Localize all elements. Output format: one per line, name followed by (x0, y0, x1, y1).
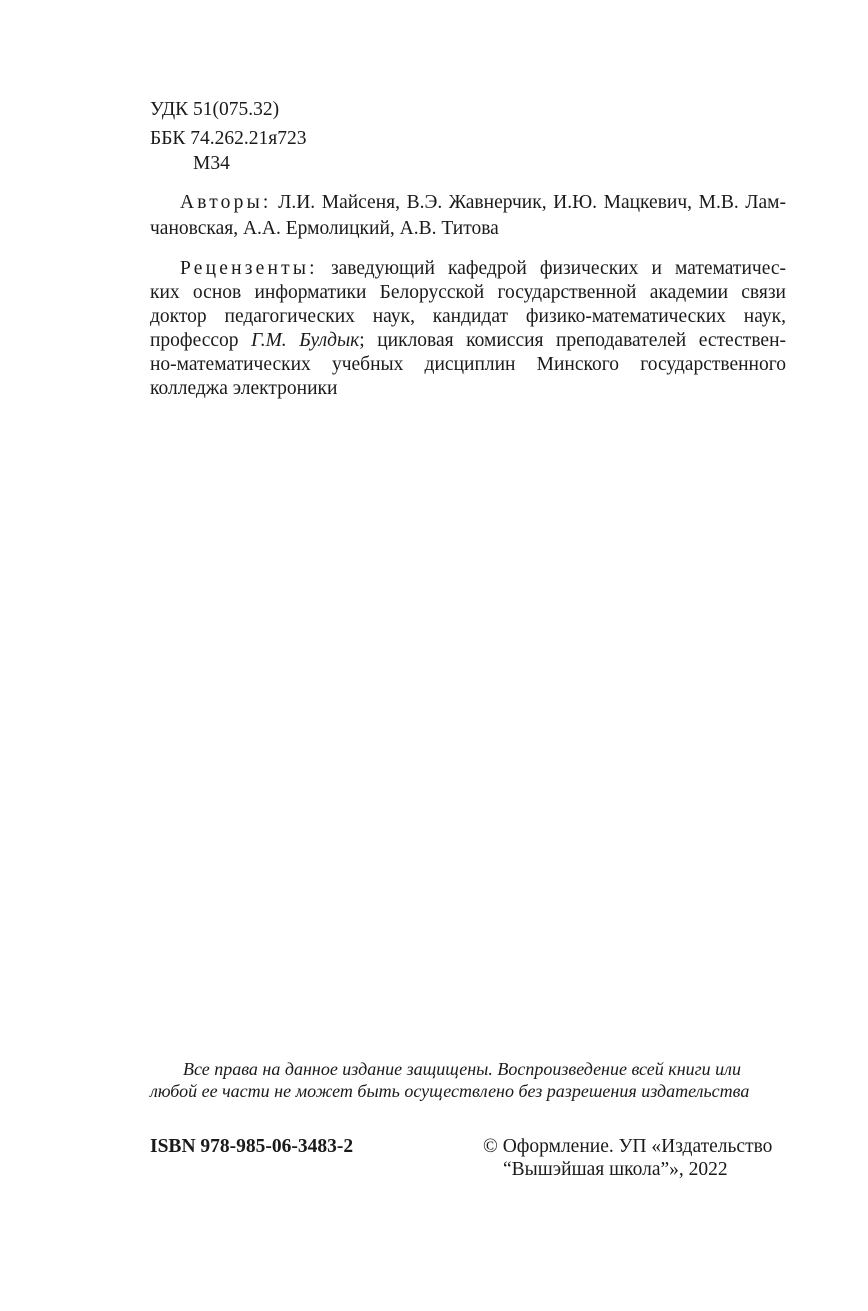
reviewers-line-4 (150, 329, 786, 353)
rights-notice-line-2: любой ее части не может быть осуществлено без разрешения издательства (150, 1081, 750, 1101)
rights-notice-line-1: Все права на данное издание защищены. Воспроизведение всей книги или (183, 1059, 742, 1079)
authors-label: Авторы: (180, 192, 272, 213)
authors-line-2: чановская, А.А. Ермолицкий, А.В. Титова (150, 218, 499, 239)
bbk-code: ББК 74.262.21я723 (150, 128, 307, 149)
authors-names-1: Л.И. Майсеня, В.Э. Жавнерчик, И.Ю. Мацкевич, М.В. Лам- (278, 192, 787, 213)
reviewers-line-5: но-математических учебных дисциплин Минского государственного (150, 354, 786, 375)
reviewers-label: Рецензенты: (180, 258, 318, 279)
copyright-line-2: “Вышэйшая школа”», 2022 (503, 1159, 728, 1180)
author-mark: М34 (193, 153, 230, 174)
authors-line-1 (180, 191, 786, 215)
copyright-line-1: © Оформление. УП «Издательство (483, 1136, 773, 1157)
reviewers-title: профессор (150, 330, 239, 351)
udk-code: УДК 51(075.32) (150, 99, 280, 120)
reviewers-text-1: заведующий кафедрой физических и математичес- (330, 258, 786, 279)
reviewers-line-1 (180, 257, 786, 281)
isbn: ISBN 978-985-06-3483-2 (150, 1136, 354, 1157)
reviewers-line-3: доктор педагогических наук, кандидат физико-математических наук, (150, 306, 786, 327)
reviewers-line-2: ких основ информатики Белорусской государственной академии связи (150, 282, 786, 303)
reviewers-line-6: колледжа электроники (150, 378, 338, 399)
reviewer-name: Г.М. Булдык (251, 330, 360, 351)
reviewers-text-4: ; цикловая комиссия преподавателей естествен- (359, 330, 787, 351)
